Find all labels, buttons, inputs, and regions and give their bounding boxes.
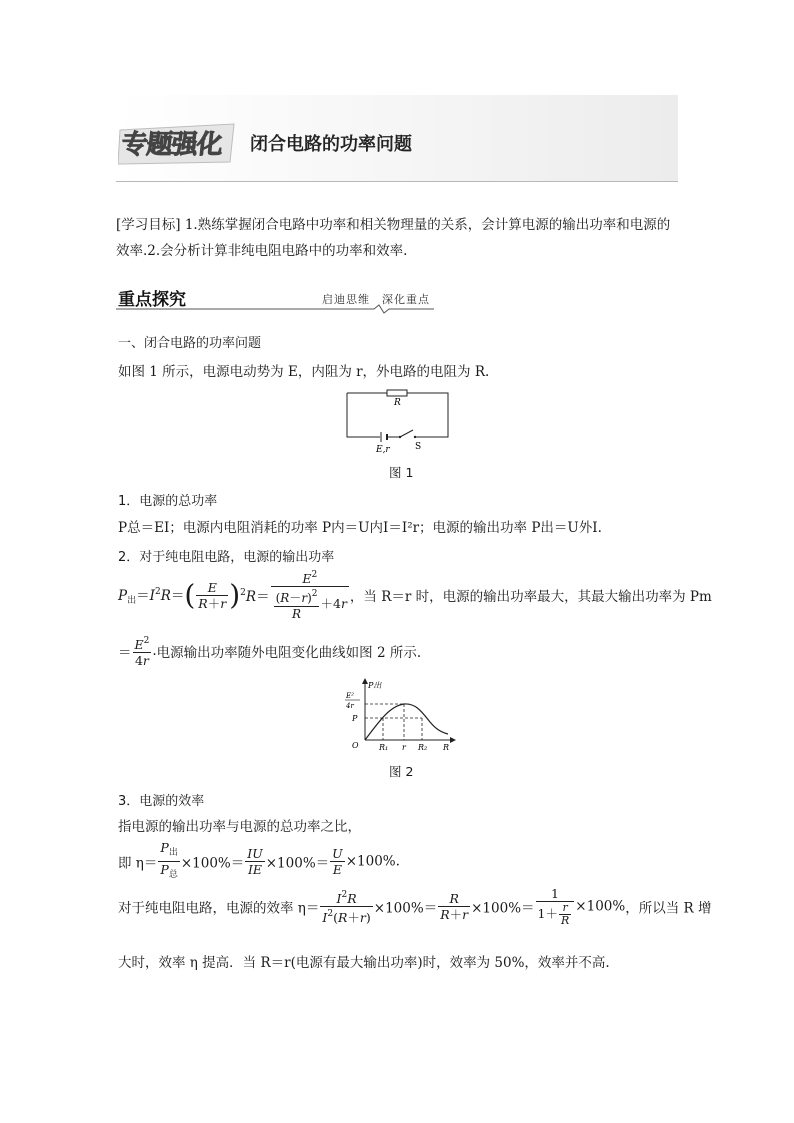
resistor-label: R: [394, 398, 401, 408]
x-tick-r1: R₁: [379, 743, 389, 752]
figure2-caption: 图 2: [389, 764, 414, 779]
item1-formula: P总＝EI；电源内电阻消耗的功率 P内＝U内I＝I²r；电源的输出功率 P出＝U外I.: [118, 520, 602, 536]
efficiency-formula: 即 η＝ $\frac{P_出}{P_总}$ ×100%＝ $\frac{IU}{IE}$ ×100%＝ $\frac{U}{E}$ ×100%.: [118, 840, 400, 880]
objectives-text: 1.熟练掌握闭合电路中功率和相关物理量的关系，会计算电源的输出功率和电源的效率.2.会分析计算非纯电阻电路中的功率和效率.: [116, 217, 671, 259]
item3-heading: 3．电源的效率: [118, 794, 205, 809]
x-axis-label: R: [443, 743, 450, 752]
x-tick-r: r: [402, 743, 406, 752]
origin-label: O: [352, 741, 359, 750]
power-curve: [365, 704, 448, 740]
circuit-diagram: [340, 385, 455, 455]
section-underline: [116, 303, 436, 315]
pure-efficiency-prefix: 对于纯电阻电路，电源的效率 η＝: [118, 900, 320, 917]
item2-heading: 2．对于纯电阻电路，电源的输出功率: [118, 550, 335, 565]
section-subtitle: 启迪思维 深化重点: [322, 293, 430, 306]
y-tick-max-num: E²: [346, 692, 354, 700]
part1-heading: 一、闭合电路的功率问题: [118, 336, 262, 351]
formula-tail: ，当 R＝r 时，电源的输出功率最大，其最大输出功率为 Pm: [349, 589, 712, 605]
resistor-symbol: [387, 390, 407, 396]
pure-resistor-efficiency: 对于纯电阻电路，电源的效率 η＝ $\frac{I^2R}{I^2(R+r)}$ ×100%＝ $\frac{R}{R+r}$ ×100%＝ 1 1＋ $\frac{r}{R}$ ×100%，所以当 R 增: [118, 886, 712, 927]
header-rule: [116, 181, 678, 182]
output-power-formula: $P_出=I^2R=$( $\frac{E}{R+r}$ )$^2$R＝ $E^2$ $\frac{(R-r)^2}{R}$ ＋4r ，当 R＝r 时，电源的输出功率最大，其最大输出功率为 Pm: [118, 570, 712, 621]
item3-line4: 大时，效率 η 提高．当 R＝r(电源有最大输出功率)时，效率为 50%，效率并不高.: [118, 955, 610, 971]
learning-objectives: [116, 212, 678, 264]
objectives-label: [学习目标]: [116, 217, 181, 233]
max-power-text: 电源输出功率随外电阻变化曲线如图 2 所示.: [156, 645, 422, 661]
y-tick-max-den: 4r: [346, 702, 354, 710]
max-power-line: ＝ $\frac{E^2}{4r}$ .电源输出功率随外电阻变化曲线如图 2 所示.: [118, 636, 422, 668]
part1-intro: 如图 1 所示，电源电动势为 E，内阻为 r，外电路的电阻为 R.: [118, 364, 490, 380]
pure-efficiency-tail: ，所以当 R 增: [625, 900, 712, 917]
y-tick-p: P: [352, 714, 358, 723]
page-title: 闭合电路的功率问题: [250, 134, 412, 155]
section-title: 重点探究: [118, 290, 186, 310]
topic-badge: [118, 122, 238, 166]
switch-symbol: [400, 430, 413, 437]
item3-line1: 指电源的输出功率与电源的总功率之比，: [118, 819, 361, 835]
switch-label: S: [415, 442, 422, 452]
badge-label: 专题强化: [120, 130, 224, 160]
battery-label: E,r: [376, 445, 390, 455]
figure1-caption: 图 1: [389, 465, 414, 480]
y-axis-label: P出: [368, 681, 382, 690]
item1-heading: 1．电源的总功率: [118, 494, 218, 509]
efficiency-prefix: 即 η＝: [118, 855, 158, 872]
x-tick-r2: R₂: [418, 743, 428, 752]
power-curve-chart: [340, 676, 460, 756]
